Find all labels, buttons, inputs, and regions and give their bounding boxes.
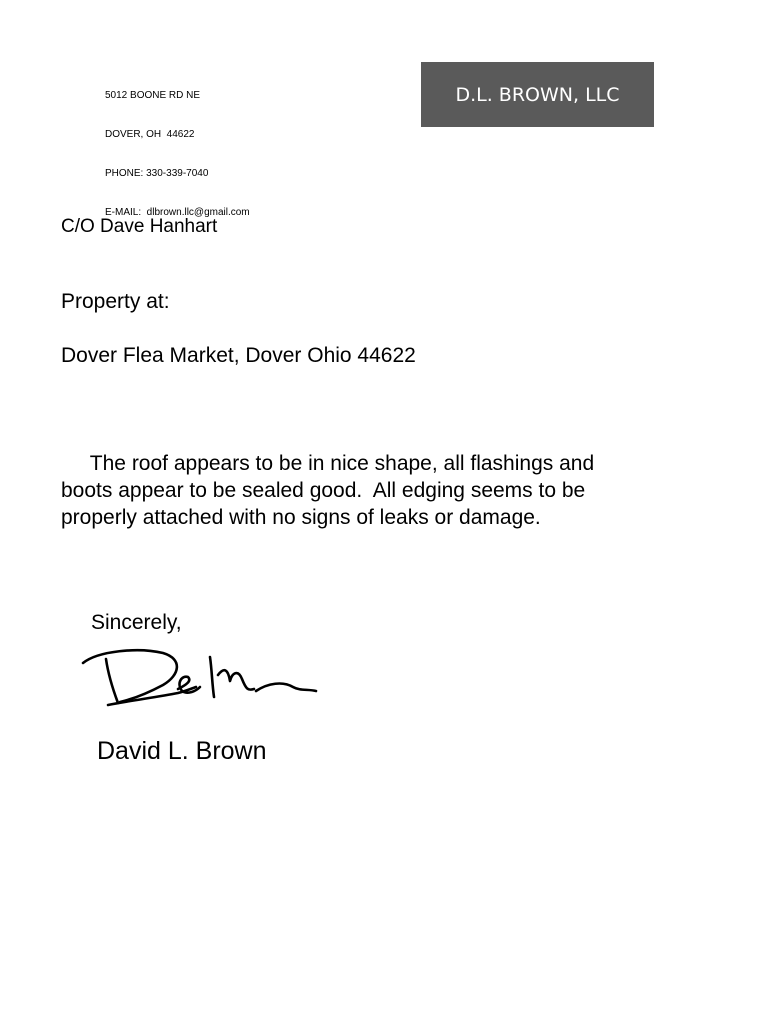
body-line: boots appear to be sealed good. All edging seems to be <box>61 479 586 502</box>
phone-line: PHONE: 330-339-7040 <box>105 168 209 179</box>
signer-name: David L. Brown <box>97 737 267 765</box>
letter-body <box>61 450 661 531</box>
letterhead-address <box>105 63 250 232</box>
signature-icon <box>78 645 323 715</box>
closing-salutation: Sincerely, <box>91 611 182 634</box>
body-line: The roof appears to be in nice shape, all flashings and <box>61 452 595 475</box>
property-label: Property at: <box>61 290 170 313</box>
email-line: E-MAIL: dlbrown.llc@gmail.com <box>105 207 250 218</box>
property-address: Dover Flea Market, Dover Ohio 44622 <box>61 344 416 367</box>
company-name: D.L. BROWN, LLC <box>455 83 620 106</box>
recipient-care-of: C/O Dave Hanhart <box>61 216 218 237</box>
company-name-box <box>421 62 654 127</box>
body-line: properly attached with no signs of leaks or damage. <box>61 506 541 529</box>
address-line-street: 5012 BOONE RD NE <box>105 90 201 101</box>
address-line-city: DOVER, OH 44622 <box>105 129 195 140</box>
